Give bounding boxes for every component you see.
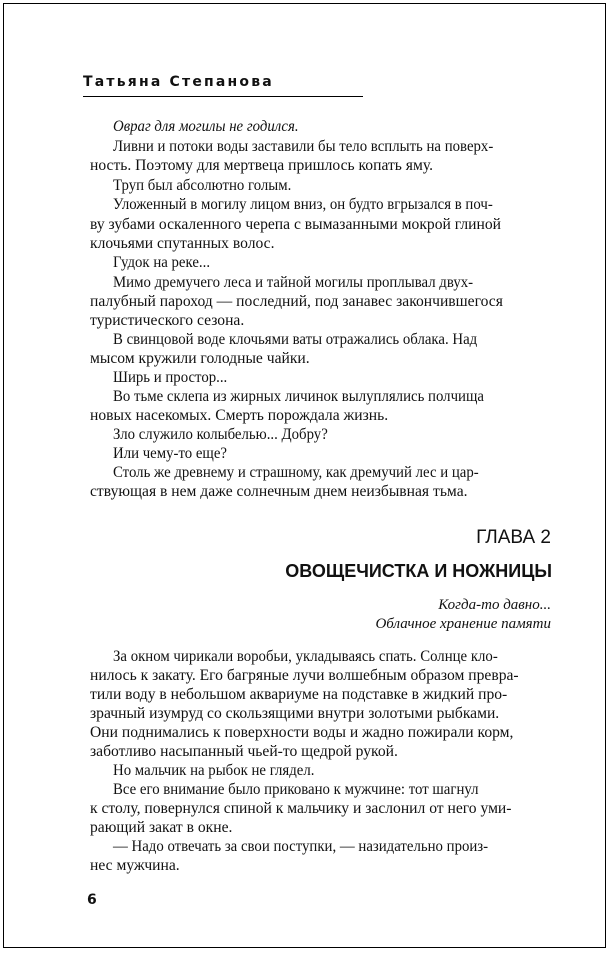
text-line: Столь же древнему и страшному, как дремучий лес и цар-: [113, 464, 479, 481]
text-line: За окном чирикали воробьи, укладываясь спать. Солнце кло-: [113, 648, 498, 665]
chapter-title: ОВОЩЕЧИСТКА И НОЖНИЦЫ: [285, 561, 552, 581]
chapter-label: ГЛАВА 2: [476, 527, 551, 548]
text-line: Или чему-то еще?: [113, 445, 227, 462]
text-line: новых насекомых. Смерть порождала жизнь.: [90, 407, 389, 424]
text-line: зрачный изумруд со скользящими внутри золотыми рыбками.: [90, 705, 500, 722]
text-line: рающий закат в окне.: [90, 819, 233, 836]
text-line: ствующая в нем даже солнечным днем неизбывная тьма.: [90, 483, 468, 500]
text-line: Но мальчик на рыбок не глядел.: [113, 762, 315, 779]
text-line: Мимо дремучего леса и тайной могилы проплывал двух-: [113, 274, 474, 291]
text-line: мысом кружили голодные чайки.: [90, 350, 310, 367]
epigraph-line: Когда-то давно...: [438, 597, 551, 613]
epigraph-line: Облачное хранение памяти: [375, 616, 551, 632]
text-line: Все его внимание было приковано к мужчине: тот шагнул: [113, 781, 479, 798]
text-line: туристического сезона.: [90, 312, 245, 329]
text-line: ву зубами оскаленного черепа с вымазанными мокрой глиной: [90, 216, 501, 233]
text-line: Гудок на реке...: [113, 254, 211, 271]
text-line: нес мужчина.: [90, 857, 180, 874]
text-line: Труп был абсолютно голым.: [113, 177, 292, 194]
text-line: клочьями спутанных волос.: [90, 235, 275, 252]
text-line: Зло служило колыбелью... Добру?: [113, 426, 328, 443]
text-line: палубный пароход — последний, под занавес закончившегося: [90, 293, 503, 310]
text-line: — Надо отвечать за свои поступки, — назидательно произ-: [113, 838, 489, 855]
text-line: Овраг для могилы не годился.: [113, 118, 299, 135]
text-line: Они поднимались к поверхности воды и жадно пожирали корм,: [90, 724, 514, 741]
page-number: 6: [87, 892, 97, 908]
text-line: Ливни и потоки воды заставили бы тело всплыть на поверх-: [113, 138, 494, 155]
text-line: ность. Поэтому для мертвеца пришлось копать яму.: [90, 157, 433, 174]
running-head: Татьяна Степанова: [83, 74, 274, 90]
text-line: В свинцовой воде клочьями ваты отражались облака. Над: [113, 331, 478, 348]
text-line: Ширь и простор...: [113, 369, 228, 386]
text-line: тили воду в небольшом аквариуме на подставке в жидкий про-: [90, 686, 508, 703]
header-rule: [83, 96, 363, 97]
text-line: нилось к закату. Его багряные лучи волшебным образом превра-: [90, 667, 519, 684]
text-line: заботливо насыпанный чьей-то щедрой рукой.: [90, 743, 398, 760]
text-line: к столу, повернулся спиной к мальчику и заслонил от него уми-: [90, 800, 512, 817]
text-line: Во тьме склепа из жирных личинок вылуплялись полчища: [113, 388, 484, 405]
text-line: Уложенный в могилу лицом вниз, он будто вгрызался в поч-: [113, 196, 493, 213]
